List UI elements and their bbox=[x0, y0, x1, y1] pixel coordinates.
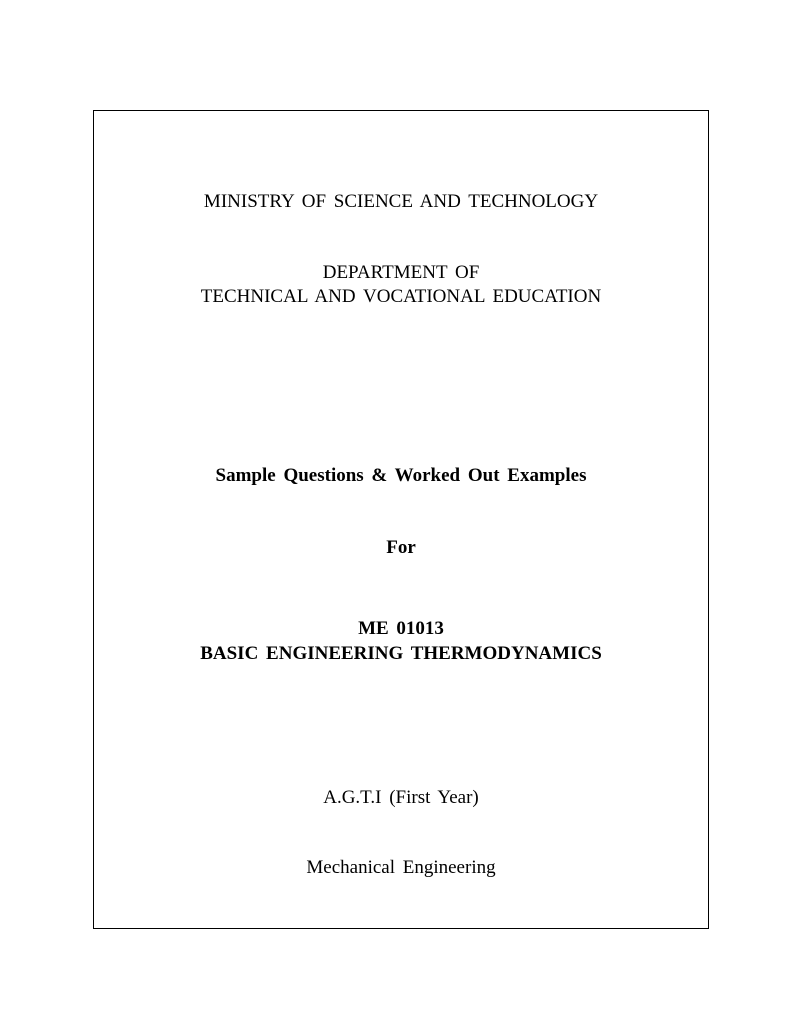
course-title: BASIC ENGINEERING THERMODYNAMICS bbox=[200, 643, 602, 664]
cover-frame bbox=[93, 110, 709, 929]
level-label: A.G.T.I (First Year) bbox=[323, 787, 479, 808]
discipline-label: Mechanical Engineering bbox=[306, 857, 496, 878]
department-heading-line1: DEPARTMENT OF bbox=[322, 262, 480, 283]
document-subtitle: Sample Questions & Worked Out Examples bbox=[215, 465, 587, 486]
ministry-heading: MINISTRY OF SCIENCE AND TECHNOLOGY bbox=[203, 191, 599, 212]
for-label: For bbox=[386, 537, 416, 558]
department-heading-line2: TECHNICAL AND VOCATIONAL EDUCATION bbox=[200, 286, 602, 307]
course-code: ME 01013 bbox=[358, 618, 444, 639]
